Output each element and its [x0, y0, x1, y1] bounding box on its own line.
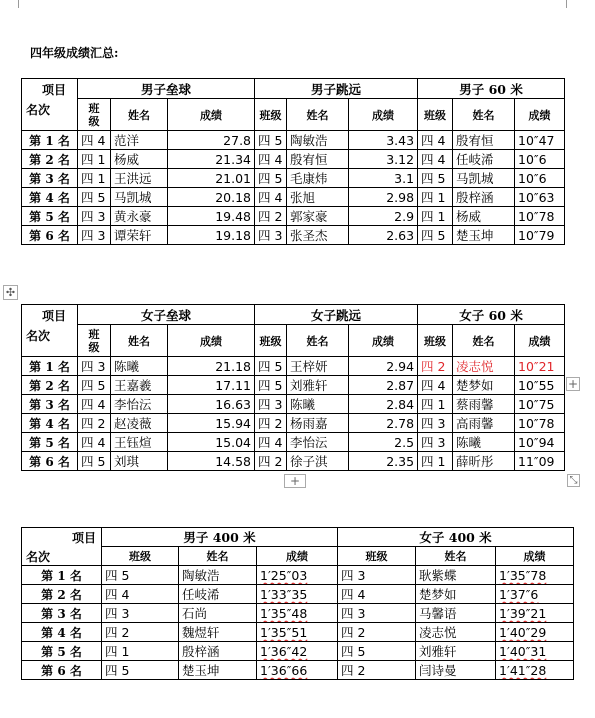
- score-cell: 10″94: [515, 433, 565, 452]
- class-cell: 四 5: [255, 169, 287, 188]
- class-cell: 四 5: [418, 169, 453, 188]
- name-cell: 王嘉羲: [111, 376, 168, 395]
- score-cell: 3.12: [349, 150, 418, 169]
- corner-header-cell: [22, 79, 78, 131]
- class-cell: 四 5: [102, 566, 179, 585]
- score-cell: 2.87: [349, 376, 418, 395]
- score-cell: 2.94: [349, 357, 418, 376]
- name-cell: 马凯城: [453, 169, 515, 188]
- score-cell: 10″78: [515, 207, 565, 226]
- score-header: 成绩: [515, 99, 565, 131]
- name-cell: 谭荣轩: [111, 226, 168, 245]
- class-cell: 四 3: [338, 566, 416, 585]
- table-row: [22, 623, 574, 642]
- name-cell: 陈曦: [453, 433, 515, 452]
- score-cell: 11″09: [515, 452, 565, 471]
- score-cell: 27.8: [168, 131, 255, 150]
- table-row: [22, 414, 565, 433]
- class-cell: 四 4: [418, 131, 453, 150]
- class-cell: 四 5: [102, 661, 179, 680]
- name-header: 姓名: [287, 99, 349, 131]
- corner-rank-label: 名次: [26, 103, 51, 117]
- score-cell: 2.98: [349, 188, 418, 207]
- corner-rank-label: 名次: [26, 550, 51, 564]
- name-cell: 王洪远: [111, 169, 168, 188]
- class-header: 班级: [255, 99, 287, 131]
- name-cell: 郭家豪: [287, 207, 349, 226]
- score-cell: 1′36″42: [257, 642, 338, 661]
- class-header: 班级: [255, 325, 287, 357]
- table-body: [22, 131, 565, 245]
- score-cell: 2.35: [349, 452, 418, 471]
- rank-cell: 第 5 名: [22, 642, 102, 661]
- score-cell: 1′35″48: [257, 604, 338, 623]
- table-body: [22, 357, 565, 471]
- name-cell: 李怡沄: [287, 433, 349, 452]
- class-cell: 四 5: [78, 188, 111, 207]
- table-row: [22, 395, 565, 414]
- name-header: 姓名: [179, 547, 257, 566]
- class-cell: 四 3: [78, 207, 111, 226]
- class-cell: 四 4: [418, 376, 453, 395]
- corner-item-label: 项目: [42, 83, 67, 97]
- add-column-icon[interactable]: +: [567, 377, 579, 391]
- table-row: [22, 376, 565, 395]
- name-cell: 凌志悦: [416, 623, 496, 642]
- table-girls-field-sprint: [21, 304, 565, 471]
- class-header: 班级: [418, 325, 453, 357]
- score-cell: 15.04: [168, 433, 255, 452]
- score-cell: 2.63: [349, 226, 418, 245]
- class-cell: 四 4: [338, 585, 416, 604]
- name-header: 姓名: [416, 547, 496, 566]
- class-cell: 四 5: [78, 376, 111, 395]
- event-header: 女子垒球: [78, 305, 255, 325]
- name-cell: 徐子淇: [287, 452, 349, 471]
- name-cell: 楚玉坤: [453, 226, 515, 245]
- table-row: [22, 226, 565, 245]
- name-cell: 楚梦如: [453, 376, 515, 395]
- class-cell: 四 3: [78, 226, 111, 245]
- table-row: [22, 207, 565, 226]
- score-cell: 21.34: [168, 150, 255, 169]
- score-cell: 21.18: [168, 357, 255, 376]
- add-row-icon[interactable]: +: [284, 474, 306, 488]
- name-cell: 楚玉坤: [179, 661, 257, 680]
- score-cell: 10″63: [515, 188, 565, 207]
- event-header: 女子 60 米: [418, 305, 565, 325]
- rank-cell: 第 6 名: [22, 661, 102, 680]
- name-cell: 杨威: [111, 150, 168, 169]
- table-row: [22, 131, 565, 150]
- score-cell: 19.48: [168, 207, 255, 226]
- class-cell: 四 5: [418, 226, 453, 245]
- name-cell: 殷宥恒: [453, 131, 515, 150]
- class-cell: 四 1: [418, 188, 453, 207]
- name-cell: 赵凌薇: [111, 414, 168, 433]
- name-cell: 黄永豪: [111, 207, 168, 226]
- name-cell: 马凯城: [111, 188, 168, 207]
- class-cell: 四 2: [255, 414, 287, 433]
- name-cell: 楚梦如: [416, 585, 496, 604]
- class-cell: 四 3: [255, 395, 287, 414]
- class-header: 班级: [418, 99, 453, 131]
- score-cell: 10″78: [515, 414, 565, 433]
- class-cell: 四 4: [78, 433, 111, 452]
- rank-cell: 第 3 名: [22, 395, 78, 414]
- rank-cell: 第 5 名: [22, 433, 78, 452]
- score-header: 成绩: [515, 325, 565, 357]
- score-cell: 2.5: [349, 433, 418, 452]
- name-cell: 李怡沄: [111, 395, 168, 414]
- event-header: 男子跳远: [255, 79, 418, 99]
- score-cell: 10″75: [515, 395, 565, 414]
- table-row: [22, 604, 574, 623]
- name-cell: 刘琪: [111, 452, 168, 471]
- class-cell: 四 2: [338, 623, 416, 642]
- score-header: 成绩: [349, 99, 418, 131]
- class-cell: 四 4: [78, 131, 111, 150]
- score-cell: 1′37″6: [496, 585, 574, 604]
- name-cell: 任岐浠: [453, 150, 515, 169]
- name-cell: 陈曦: [111, 357, 168, 376]
- table-row: [22, 661, 574, 680]
- class-cell: 四 3: [418, 414, 453, 433]
- class-cell: 四 2: [102, 623, 179, 642]
- class-cell: 四 4: [78, 395, 111, 414]
- event-header: 男子垒球: [78, 79, 255, 99]
- score-cell: 1′25″03: [257, 566, 338, 585]
- score-cell: 10″6: [515, 150, 565, 169]
- score-cell: 10″21: [515, 357, 565, 376]
- class-cell: 四 3: [338, 604, 416, 623]
- score-cell: 14.58: [168, 452, 255, 471]
- name-cell: 魏煜轩: [179, 623, 257, 642]
- name-cell: 耿紫蝶: [416, 566, 496, 585]
- score-cell: 17.11: [168, 376, 255, 395]
- class-cell: 四 3: [78, 357, 111, 376]
- name-header: 姓名: [453, 99, 515, 131]
- class-cell: 四 4: [255, 188, 287, 207]
- name-cell: 凌志悦: [453, 357, 515, 376]
- class-cell: 四 4: [255, 150, 287, 169]
- class-cell: 四 5: [255, 357, 287, 376]
- table-row: [22, 150, 565, 169]
- class-cell: 四 5: [78, 452, 111, 471]
- rank-cell: 第 1 名: [22, 131, 78, 150]
- name-cell: 毛康炜: [287, 169, 349, 188]
- table-row: [22, 357, 565, 376]
- name-cell: 刘雅轩: [287, 376, 349, 395]
- score-cell: 1′41″28: [496, 661, 574, 680]
- name-cell: 范洋: [111, 131, 168, 150]
- score-header: 成绩: [257, 547, 338, 566]
- table-move-handle-icon[interactable]: ✣: [3, 285, 18, 300]
- page-heading: 四年级成绩汇总:: [30, 46, 119, 60]
- class-cell: 四 1: [78, 169, 111, 188]
- name-cell: 刘雅轩: [416, 642, 496, 661]
- rank-cell: 第 6 名: [22, 226, 78, 245]
- page-corner-mark-left: [10, 0, 19, 8]
- table-row: [22, 169, 565, 188]
- table-row: [22, 188, 565, 207]
- name-cell: 高雨馨: [453, 414, 515, 433]
- name-cell: 任岐浠: [179, 585, 257, 604]
- name-cell: 马馨语: [416, 604, 496, 623]
- class-cell: 四 4: [255, 433, 287, 452]
- class-cell: 四 2: [255, 452, 287, 471]
- table-row: [22, 566, 574, 585]
- class-header-split: 班 级: [78, 99, 111, 131]
- class-cell: 四 5: [255, 376, 287, 395]
- class-cell: 四 1: [78, 150, 111, 169]
- name-cell: 陈曦: [287, 395, 349, 414]
- score-cell: 1′33″35: [257, 585, 338, 604]
- rank-cell: 第 1 名: [22, 566, 102, 585]
- score-header: 成绩: [168, 99, 255, 131]
- rank-cell: 第 2 名: [22, 376, 78, 395]
- name-cell: 陶敏浩: [179, 566, 257, 585]
- name-header: 姓名: [453, 325, 515, 357]
- name-cell: 闫诗曼: [416, 661, 496, 680]
- score-cell: 10″47: [515, 131, 565, 150]
- score-cell: 15.94: [168, 414, 255, 433]
- table-boys-field-sprint: [21, 78, 565, 245]
- class-cell: 四 4: [102, 585, 179, 604]
- rank-cell: 第 5 名: [22, 207, 78, 226]
- class-header-split: 班 级: [78, 325, 111, 357]
- score-cell: 2.84: [349, 395, 418, 414]
- class-cell: 四 3: [102, 604, 179, 623]
- name-cell: 殷梓涵: [453, 188, 515, 207]
- class-header: 班级: [102, 547, 179, 566]
- name-cell: 殷宥恒: [287, 150, 349, 169]
- score-header: 成绩: [496, 547, 574, 566]
- score-header: 成绩: [349, 325, 418, 357]
- table-row: [22, 433, 565, 452]
- score-cell: 1′40″29: [496, 623, 574, 642]
- class-cell: 四 1: [418, 207, 453, 226]
- table-row: [22, 452, 565, 471]
- class-cell: 四 1: [418, 395, 453, 414]
- event-header: 女子跳远: [255, 305, 418, 325]
- class-cell: 四 1: [102, 642, 179, 661]
- score-cell: 10″55: [515, 376, 565, 395]
- name-cell: 石尚: [179, 604, 257, 623]
- corner-header-cell: [22, 305, 78, 357]
- class-cell: 四 5: [255, 131, 287, 150]
- rank-cell: 第 3 名: [22, 169, 78, 188]
- rank-cell: 第 1 名: [22, 357, 78, 376]
- score-cell: 3.43: [349, 131, 418, 150]
- score-cell: 20.18: [168, 188, 255, 207]
- event-header: 男子 60 米: [418, 79, 565, 99]
- class-cell: 四 2: [338, 661, 416, 680]
- score-cell: 10″6: [515, 169, 565, 188]
- class-cell: 四 5: [338, 642, 416, 661]
- table-resize-icon[interactable]: ⤡: [567, 474, 580, 487]
- class-cell: 四 2: [418, 357, 453, 376]
- score-header: 成绩: [168, 325, 255, 357]
- class-cell: 四 3: [255, 226, 287, 245]
- score-cell: 10″79: [515, 226, 565, 245]
- table-400m: [21, 527, 574, 680]
- score-cell: 1′40″31: [496, 642, 574, 661]
- name-cell: 殷梓涵: [179, 642, 257, 661]
- rank-cell: 第 4 名: [22, 623, 102, 642]
- score-cell: 1′36″66: [257, 661, 338, 680]
- score-cell: 2.9: [349, 207, 418, 226]
- name-cell: 王钰煊: [111, 433, 168, 452]
- corner-header-cell: [22, 528, 102, 566]
- score-cell: 19.18: [168, 226, 255, 245]
- name-cell: 杨威: [453, 207, 515, 226]
- rank-cell: 第 2 名: [22, 585, 102, 604]
- score-cell: 16.63: [168, 395, 255, 414]
- rank-cell: 第 4 名: [22, 414, 78, 433]
- rank-cell: 第 2 名: [22, 150, 78, 169]
- class-cell: 四 3: [418, 433, 453, 452]
- class-header: 班级: [338, 547, 416, 566]
- corner-item-label: 项目: [72, 531, 97, 545]
- score-cell: 21.01: [168, 169, 255, 188]
- table-body: [22, 566, 574, 680]
- table-row: [22, 585, 574, 604]
- class-cell: 四 2: [255, 207, 287, 226]
- score-cell: 1′35″78: [496, 566, 574, 585]
- rank-cell: 第 4 名: [22, 188, 78, 207]
- name-header: 姓名: [111, 99, 168, 131]
- class-cell: 四 1: [418, 452, 453, 471]
- name-cell: 张旭: [287, 188, 349, 207]
- corner-item-label: 项目: [42, 309, 67, 323]
- event-header: 男子 400 米: [102, 528, 338, 547]
- name-cell: 蔡雨馨: [453, 395, 515, 414]
- class-cell: 四 2: [78, 414, 111, 433]
- name-cell: 张圣杰: [287, 226, 349, 245]
- name-cell: 王梓妍: [287, 357, 349, 376]
- name-cell: 陶敏浩: [287, 131, 349, 150]
- name-header: 姓名: [287, 325, 349, 357]
- name-header: 姓名: [111, 325, 168, 357]
- score-cell: 3.1: [349, 169, 418, 188]
- table-row: [22, 642, 574, 661]
- score-cell: 2.78: [349, 414, 418, 433]
- rank-cell: 第 3 名: [22, 604, 102, 623]
- score-cell: 1′35″51: [257, 623, 338, 642]
- page-corner-mark-right: [566, 0, 575, 8]
- score-cell: 1′39″21: [496, 604, 574, 623]
- corner-rank-label: 名次: [26, 329, 51, 343]
- class-cell: 四 4: [418, 150, 453, 169]
- rank-cell: 第 6 名: [22, 452, 78, 471]
- name-cell: 杨雨嘉: [287, 414, 349, 433]
- event-header: 女子 400 米: [338, 528, 574, 547]
- name-cell: 薛昕彤: [453, 452, 515, 471]
